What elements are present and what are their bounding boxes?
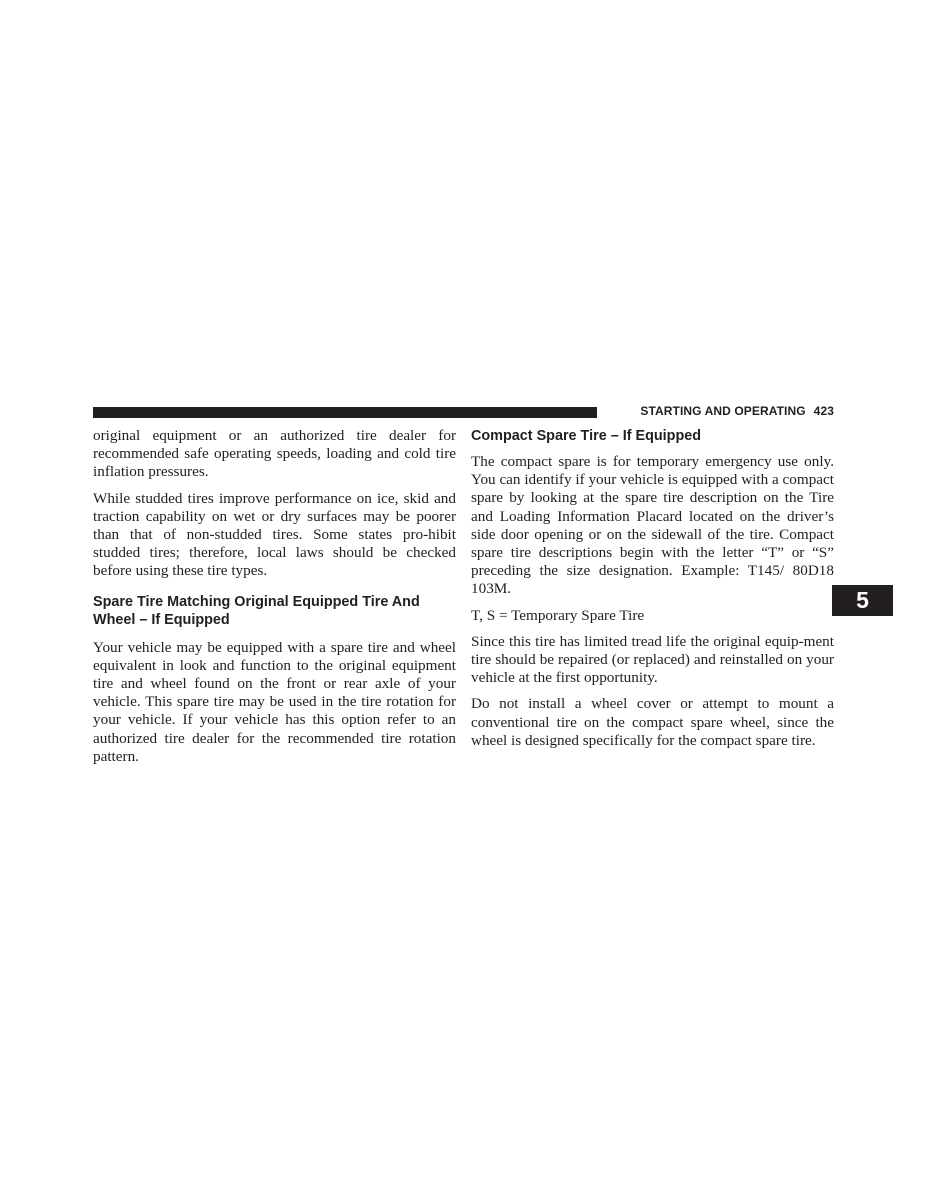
section-heading: Compact Spare Tire – If Equipped bbox=[471, 428, 702, 444]
paragraph: Since this tire has limited tread life the original equip-ment tire should be repaired (or replaced) and reinstalled on your vehicle at the first opportunity. bbox=[471, 632, 834, 687]
paragraph: original equipment or an authorized tire dealer for recommended safe operating speeds, loading and cold tire inflation pressures. bbox=[93, 427, 456, 481]
paragraph: Do not install a wheel cover or attempt to mount a conventional tire on the compact spare wheel, since the wheel is designed specifically for the compact spare tire. bbox=[471, 695, 834, 749]
paragraph: Your vehicle may be equipped with a spare tire and wheel equivalent in look and function to the original equipment tire and wheel found on the front or rear axle of your vehicle. This spare tire may be used in the tire rotation for your vehicle. If your vehicle has this option refer to an authorized tire dealer for the recommended tire rotation pattern. bbox=[93, 638, 456, 765]
right-column bbox=[471, 427, 834, 758]
paragraph: The compact spare is for temporary emergency use only. You can identify if your vehicle is equipped with a compact spare by looking at the spare tire description on the Tire and Loading Information Placard located on the driver’s side door opening or on the sidewall of the tire. Compact spare tire descriptions begin with the letter “T” or “S” preceding the size designation. Example: T145/ 80D18 103M. bbox=[471, 453, 834, 598]
section-title: STARTING AND OPERATING bbox=[640, 404, 806, 418]
chapter-tab: 5 bbox=[832, 585, 893, 616]
paragraph: While studded tires improve performance on ice, skid and traction capability on wet or dry surfaces may be poorer than that of non-studded tires. Some states pro-hibit studded tires; therefore, local laws should be checked before using these tire types. bbox=[93, 489, 456, 580]
header-rule bbox=[93, 407, 597, 418]
running-header bbox=[604, 404, 834, 418]
section-heading: Spare Tire Matching Original Equipped Tire And Wheel – If Equipped bbox=[93, 593, 420, 628]
paragraph: T, S = Temporary Spare Tire bbox=[471, 606, 645, 624]
left-column bbox=[93, 427, 456, 774]
page-number: 423 bbox=[813, 404, 834, 418]
